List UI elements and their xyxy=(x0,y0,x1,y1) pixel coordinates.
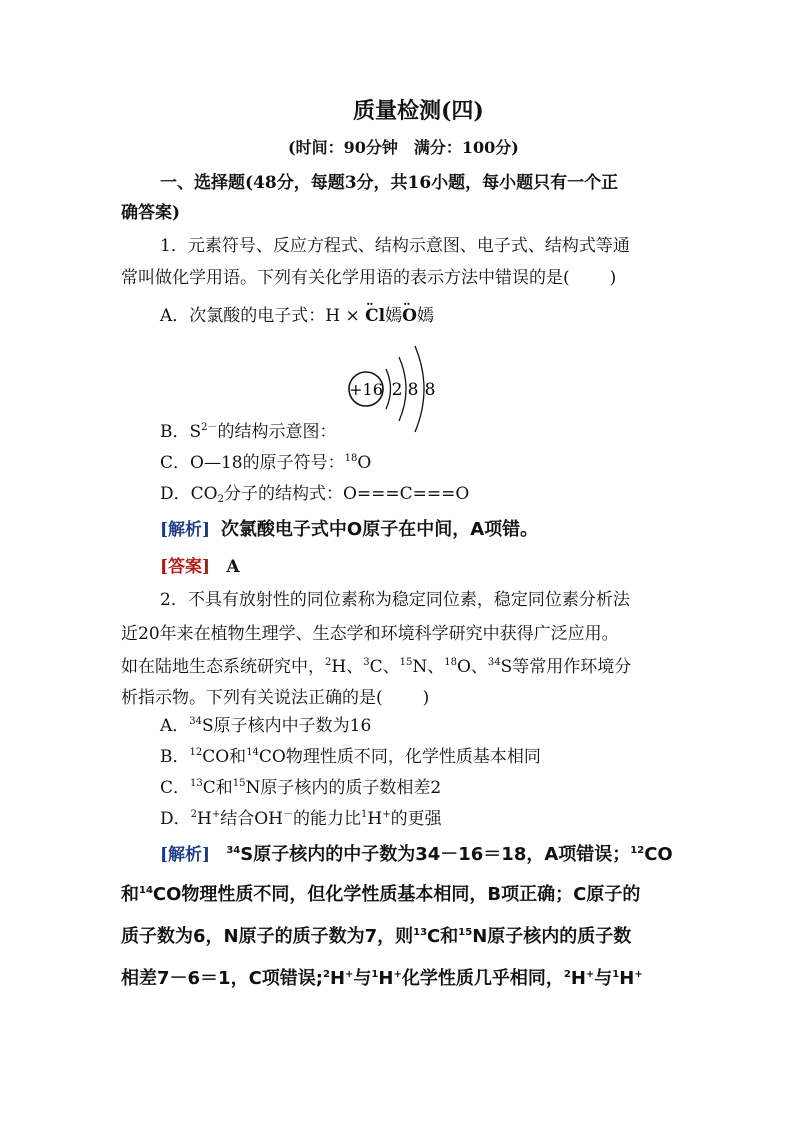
q2-iso-2-el: H、 xyxy=(331,657,364,677)
q2-a4-sup4: + xyxy=(393,969,402,980)
q2-iso-3: 3 xyxy=(363,657,370,668)
q2-c-sup2: 15 xyxy=(232,778,246,789)
q2-a1-sup: 34 xyxy=(226,845,241,856)
q2-s3-a: 如在陆地生态系统研究中， xyxy=(121,657,325,677)
q2-iso-18: 18 xyxy=(444,657,457,668)
q2-a4-m3: H xyxy=(378,968,394,989)
page-title: 质量检测(四) xyxy=(353,98,484,124)
q2-a4-text: 相差7－6＝1，C项错误; xyxy=(121,968,323,989)
answer-tag: [答案] xyxy=(160,557,211,577)
q2-b-sup2: 14 xyxy=(246,747,259,758)
q2-d-pre: D． xyxy=(160,809,191,829)
q2-option-c xyxy=(160,778,441,798)
analysis-text: 次氯酸电子式中O原子在中间，A项错。 xyxy=(220,519,539,540)
shell-arc-1 xyxy=(386,369,391,409)
shell-electrons-2: 8 xyxy=(407,380,419,400)
q1-c-rest: O xyxy=(357,453,372,473)
q2-paren: ) xyxy=(422,688,430,708)
q2-a-pre: A． xyxy=(160,716,190,736)
q2-a4-sup6: + xyxy=(585,969,595,980)
q2-d-sup1: 2 xyxy=(190,809,198,820)
q2-c-sup1: 13 xyxy=(190,778,203,789)
q1-b-sup: 2－ xyxy=(201,422,218,433)
q2-iso-34-el: S等常用作环境分 xyxy=(500,657,632,677)
q1-a-o: ·· O xyxy=(402,306,417,326)
answer-value: A xyxy=(226,557,240,577)
q2-stem-2: 近20年来在植物生理学、生态学和环境科学研究中获得广泛应用。 xyxy=(121,624,619,644)
q2-a4-sup7: 1 xyxy=(612,969,620,980)
exam-info: (时间：90分钟 满分：100分) xyxy=(288,138,519,157)
q1-option-d xyxy=(160,484,469,504)
q1-c-sup: 18 xyxy=(344,453,358,464)
q2-a4-m7: H xyxy=(619,968,635,989)
q1-stem-cont xyxy=(121,268,616,288)
q1-c-text: C．O—18的原子符号： xyxy=(160,453,345,473)
q2-a3-sup2: 15 xyxy=(458,927,473,938)
q2-c-rest: N原子核内的质子数相差2 xyxy=(245,778,442,798)
q2-a4-m4: 化学性质几乎相同， xyxy=(401,968,564,989)
q2-a4-sup3: 1 xyxy=(371,969,379,980)
q2-a4-m1: H xyxy=(329,968,346,989)
q2-analysis-line-2 xyxy=(121,885,640,905)
q2-analysis-line-1 xyxy=(160,845,673,865)
q2-option-b xyxy=(160,747,541,767)
q2-a1-sup2: 12 xyxy=(630,845,645,856)
q2-s4-text: 析指示物。下列有关说法正确的是( xyxy=(121,688,383,708)
q2-a1-text: S原子核内的中子数为34－16＝18，A项错误； xyxy=(240,844,631,865)
q2-a3-sup1: 13 xyxy=(413,927,428,938)
analysis-tag: [解析] xyxy=(160,845,211,865)
q2-iso-15-el: N、 xyxy=(412,657,445,677)
q2-a4-sup1: 2 xyxy=(322,969,330,980)
q2-iso-15: 15 xyxy=(399,657,413,668)
q2-b-sup1: 12 xyxy=(189,747,203,758)
q1-b-rest: 的结构示意图： xyxy=(217,422,337,442)
q2-a3-end: N原子核内的质子数 xyxy=(472,926,632,947)
q2-d-mid2: 结合OH xyxy=(220,809,283,829)
q1-d-rest: 分子的结构式：O===C===O xyxy=(223,484,470,504)
q2-c-pre: C． xyxy=(160,778,191,798)
q1-d-sub: 2 xyxy=(217,494,224,505)
q2-iso-34: 34 xyxy=(487,657,501,668)
q2-d-sup3: － xyxy=(283,809,293,820)
q2-d-sup2: + xyxy=(211,809,221,820)
q2-b-pre: B． xyxy=(160,747,190,767)
nucleus-charge: +16 xyxy=(349,380,383,399)
q2-d-mid4: H xyxy=(367,809,383,829)
analysis-tag: [解析] xyxy=(160,520,211,540)
q2-option-a xyxy=(160,716,371,736)
q2-d-mid1: H xyxy=(197,809,212,829)
q2-a-rest: S原子核内中子数为16 xyxy=(202,716,372,736)
q2-b-rest: CO物理性质不同，化学性质基本相同 xyxy=(258,747,541,767)
q2-a4-sup2: + xyxy=(345,969,354,980)
q2-d-sup4: 1 xyxy=(361,809,368,820)
q2-c-mid: C和 xyxy=(202,778,233,798)
q2-a2-sup: 14 xyxy=(139,885,153,896)
q2-stem-3 xyxy=(121,657,631,677)
q2-stem: 2．不具有放射性的同位素称为稳定同位素，稳定同位素分析法 xyxy=(160,590,630,610)
q1-option-c xyxy=(160,453,371,473)
q1-option-a xyxy=(160,306,434,326)
q2-a4-sup5: 2 xyxy=(563,969,571,980)
q2-iso-2: 2 xyxy=(325,657,332,668)
q2-a1-end: CO xyxy=(644,844,673,865)
q1-answer xyxy=(160,557,240,577)
q1-analysis xyxy=(160,520,538,540)
q2-a2-pre: 和 xyxy=(121,884,139,905)
q1-stem: 1．元素符号、反应方程式、结构示意图、电子式、结构式等通 xyxy=(160,236,630,256)
shell-electrons-1: 2 xyxy=(391,380,403,400)
q2-stem-4 xyxy=(121,688,429,708)
q1-a-mid: 嫣 xyxy=(385,306,403,326)
q2-d-mid3: 的能力比 xyxy=(293,809,361,829)
section-heading-cont: 确答案) xyxy=(121,203,181,223)
shell-electrons-3: 8 xyxy=(424,380,436,400)
q2-iso-18-el: O、 xyxy=(456,657,488,677)
q2-a4-sup8: + xyxy=(634,969,643,980)
q1-a-prefix: A．次氯酸的电子式：H × xyxy=(160,306,360,326)
q2-iso-3-el: C、 xyxy=(369,657,400,677)
q2-option-d xyxy=(160,809,442,829)
q1-option-b xyxy=(160,422,337,442)
q1-stem-text: 常叫做化学用语。下列有关化学用语的表示方法中错误的是( xyxy=(121,268,570,288)
q2-a4-m6: 与 xyxy=(594,968,613,989)
section-heading: 一、选择题(48分，每题3分，共16小题，每小题只有一个正 xyxy=(160,173,619,193)
q2-analysis-line-4 xyxy=(121,969,643,989)
q1-b-text: B．S xyxy=(160,422,202,442)
q2-b-mid: CO和 xyxy=(202,747,247,767)
sulfide-structure-diagram xyxy=(345,342,445,438)
q2-a-sup: 34 xyxy=(189,716,203,727)
q2-a4-m2: 与 xyxy=(353,968,372,989)
q1-a-cl: ·· Cl xyxy=(365,306,385,326)
q2-a3-mid: C和 xyxy=(427,926,459,947)
q2-analysis-line-3 xyxy=(121,927,631,947)
q1-d-text: D．CO xyxy=(160,484,218,504)
q2-a3-text: 质子数为6，N原子的质子数为7，则 xyxy=(121,926,414,947)
q2-d-rest: 的更强 xyxy=(390,809,442,829)
q2-d-sup5: + xyxy=(382,809,391,820)
q2-a2-text: CO物理性质不同，但化学性质基本相同，B项正确；C原子的 xyxy=(152,884,641,905)
q1-paren: ) xyxy=(609,268,617,288)
q1-a-end: 嫣 xyxy=(416,306,434,326)
q2-a4-m5: H xyxy=(570,968,586,989)
